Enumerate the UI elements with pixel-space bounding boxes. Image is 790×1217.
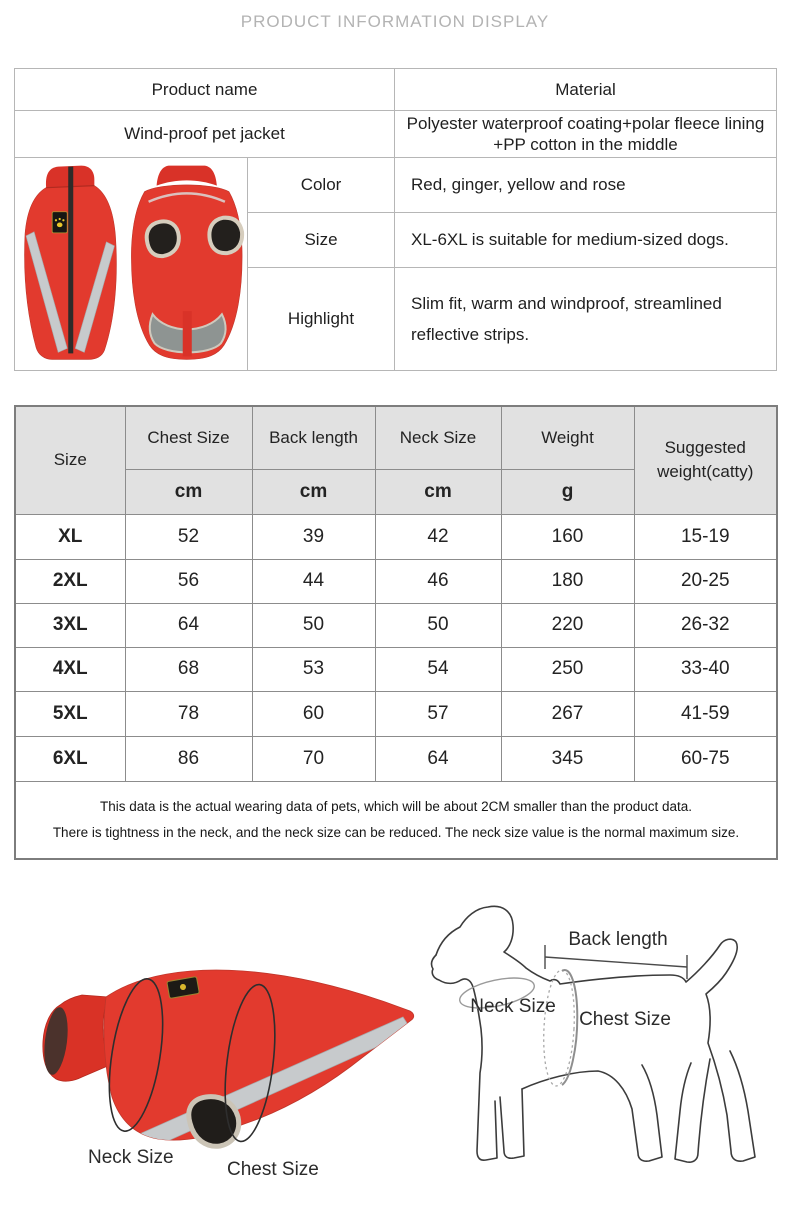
highlight-label: Highlight (248, 268, 395, 371)
jacket-back-view (131, 165, 242, 359)
jacket-body (104, 970, 414, 1140)
col-header-suggested-weight: Suggested weight(catty) (634, 406, 777, 514)
note-line-1: This data is the actual wearing data of pets, which will be about 2CM smaller than the product data. (99, 798, 693, 814)
table-row: XL 52 39 42 160 15-19 (15, 514, 777, 559)
product-name-header: Product name (15, 69, 395, 111)
dog-neck-size-label: Neck Size (470, 996, 556, 1017)
size-chart-table (14, 405, 778, 860)
dog-back-length-label: Back length (568, 929, 668, 950)
col-header-size: Size (15, 406, 125, 514)
material-header: Material (395, 69, 777, 111)
table-row: 3XL 64 50 50 220 26-32 (15, 603, 777, 647)
dog-front-leg-2 (500, 1089, 524, 1158)
jacket-front-view (25, 165, 117, 359)
dog-front (432, 955, 497, 1160)
col-header-neck: Neck Size (375, 406, 501, 469)
jacket-leg-hole (189, 1097, 239, 1147)
material-value: Polyester waterproof coating+polar fleece lining +PP cotton in the middle (395, 111, 777, 158)
dog-belly (522, 1065, 662, 1161)
unit-back-cm: cm (252, 469, 375, 514)
size-value: XL-6XL is suitable for medium-sized dogs. (395, 213, 777, 268)
product-photo-front-back-image (15, 159, 246, 370)
size-chart-note (15, 781, 777, 859)
page-title: PRODUCT INFORMATION DISPLAY (240, 12, 550, 31)
unit-chest-cm: cm (125, 469, 252, 514)
table-row: 4XL 68 53 54 250 33-40 (15, 647, 777, 691)
unit-weight-g: g (501, 469, 634, 514)
unit-neck-cm: cm (375, 469, 501, 514)
dog-chest-size-label: Chest Size (579, 1009, 671, 1030)
highlight-value: Slim fit, warm and windproof, streamlined reflective strips. (395, 268, 777, 371)
jacket-neck-size-label: Neck Size (88, 1147, 174, 1168)
table-row: 2XL 56 44 46 180 20-25 (15, 559, 777, 603)
size-label: Size (248, 213, 395, 268)
color-value: Red, ginger, yellow and rose (395, 158, 777, 213)
product-name-value: Wind-proof pet jacket (15, 111, 395, 158)
table-row: 5XL 78 60 57 267 41-59 (15, 691, 777, 736)
color-label: Color (248, 158, 395, 213)
dog-chest-ring-solid (562, 970, 577, 1085)
jacket-measurement-image (18, 945, 423, 1170)
back-length-line (545, 957, 687, 967)
dog-hind-leg (675, 1059, 710, 1162)
col-header-weight: Weight (501, 406, 634, 469)
col-header-back-length: Back length (252, 406, 375, 469)
product-photo-cell (15, 158, 248, 371)
note-line-2: There is tightness in the neck, and the neck size can be reduced. The neck size value is the normal maximum size. (52, 824, 740, 840)
product-info-table (14, 68, 777, 371)
jacket-chest-size-label: Chest Size (227, 1159, 319, 1180)
col-header-chest: Chest Size (125, 406, 252, 469)
table-row: 6XL 86 70 64 345 60-75 (15, 736, 777, 781)
dog-measurement-diagram (428, 893, 778, 1208)
